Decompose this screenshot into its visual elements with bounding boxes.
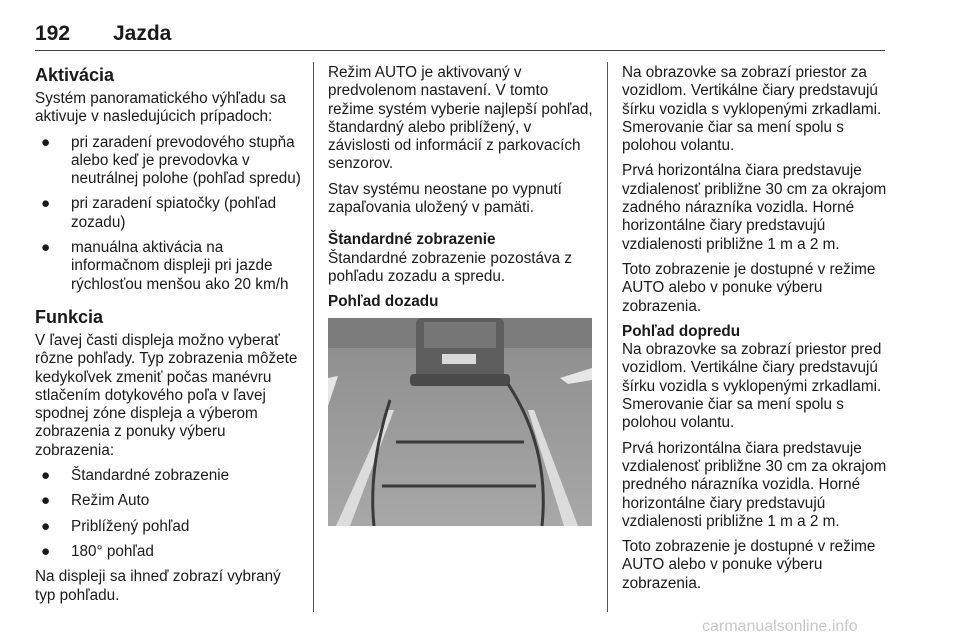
- rear-view-paragraph-1: Na obrazovke sa zobrazí priestor za vozidlom. Vertikálne čiary predstavujú šírku vozidla s vyklopenými zrkadlami. Smerovanie čiar sa mení spolu s polohou volantu.: [622, 64, 882, 155]
- column-divider-2: [607, 62, 608, 612]
- function-outro: Na displeji sa ihneď zobrazí vybraný typ pohľadu.: [35, 568, 281, 604]
- function-intro: V ľavej časti displeja možno vyberať rôzne pohľady. Typ zobrazenia môžete kedykoľvek zmeniť počas manévru stlačením dotykového poľa v ľavej spodnej zóne displeja a výberom zobrazenia z ponuky výberu zobrazenia:: [35, 331, 298, 459]
- bullet-icon: ●: [41, 517, 51, 535]
- rear-camera-image: [328, 318, 592, 526]
- list-item: ● 180° pohľad: [41, 542, 154, 560]
- rear-camera-illustration: [328, 318, 592, 526]
- activation-list: [35, 134, 303, 294]
- bullet-icon: ●: [41, 195, 51, 213]
- list-item: ● Priblížený pohľad: [41, 517, 190, 535]
- list-item: ● Štandardné zobrazenie: [41, 467, 230, 485]
- column-1: [35, 64, 303, 612]
- standard-view-text: Štandardné zobrazenie pozostáva z pohľadu zozadu a spredu.: [328, 249, 573, 285]
- column-divider-1: [313, 62, 314, 612]
- view-list: [35, 467, 303, 561]
- state-text: Stav systému neostane po vypnutí zapaľovania uložený v pamäti.: [328, 180, 562, 217]
- page-number: 192: [35, 22, 71, 45]
- activation-heading: Aktivácia: [35, 65, 115, 85]
- column-3: [622, 64, 890, 600]
- activation-intro: Systém panoramatického výhľadu sa aktivuje v nasledujúcich prípadoch:: [35, 90, 287, 126]
- watermark: carmanualsonline.info: [702, 618, 858, 635]
- front-view-heading: Pohľad dopredu: [622, 322, 741, 340]
- function-heading: Funkcia: [35, 306, 104, 327]
- list-item: ● Režim Auto: [41, 492, 150, 510]
- front-view-paragraph-1: Na obrazovke sa zobrazí priestor pred vozidlom. Vertikálne čiary predstavujú šírku vozidla s vyklopenými zrkadlami. Smerovanie čiar sa mení spolu s polohou volantu.: [622, 341, 882, 432]
- list-item: ● pri zaradení spiatočky (pohľad zozadu): [41, 195, 277, 231]
- header-divider: [35, 50, 885, 51]
- bullet-icon: ●: [41, 542, 51, 560]
- rear-view-heading: Pohľad dozadu: [328, 293, 439, 311]
- rear-view-paragraph-2: Prvá horizontálna čiara predstavuje vzdialenosť približne 30 cm za okrajom zadného nárazníka vozidla. Horné horizontálne čiary predstavujú vzdialenosti približne 1 m a 2 m.: [622, 162, 887, 253]
- front-view-paragraph-2: Prvá horizontálna čiara predstavuje vzdialenosť približne 30 cm za okrajom predného nárazníka vozidla. Horné horizontálne čiary predstavujú vzdialenosti približne 1 m a 2 m.: [622, 439, 887, 530]
- list-item: ● pri zaradení prevodového stupňa alebo keď je prevodovka v neutrálnej polohe (pohľad spredu): [41, 133, 301, 188]
- page-header: [35, 22, 885, 50]
- auto-mode-text: Režim AUTO je aktivovaný v predvolenom nastavení. V tomto režime systém vyberie najlepší pohľad, štandardný alebo priblížený, v závislosti od informácií z parkovacích senzorov.: [328, 64, 593, 173]
- bullet-icon: ●: [41, 467, 51, 485]
- front-view-paragraph-3: Toto zobrazenie je dostupné v režime AUTO alebo v ponuke výberu zobrazenia.: [622, 538, 876, 592]
- list-item: ● manuálna aktivácia na informačnom displeji pri jazde rýchlosťou menšou ako 20 km/h: [41, 239, 289, 293]
- column-2: [328, 64, 593, 526]
- bullet-icon: ●: [41, 492, 51, 510]
- bullet-icon: ●: [41, 239, 51, 257]
- standard-view-heading: Štandardné zobrazenie: [328, 231, 496, 249]
- section-title: Jazda: [113, 22, 172, 45]
- rear-view-paragraph-3: Toto zobrazenie je dostupné v režime AUTO alebo v ponuke výberu zobrazenia.: [622, 260, 876, 315]
- bullet-icon: ●: [41, 133, 51, 151]
